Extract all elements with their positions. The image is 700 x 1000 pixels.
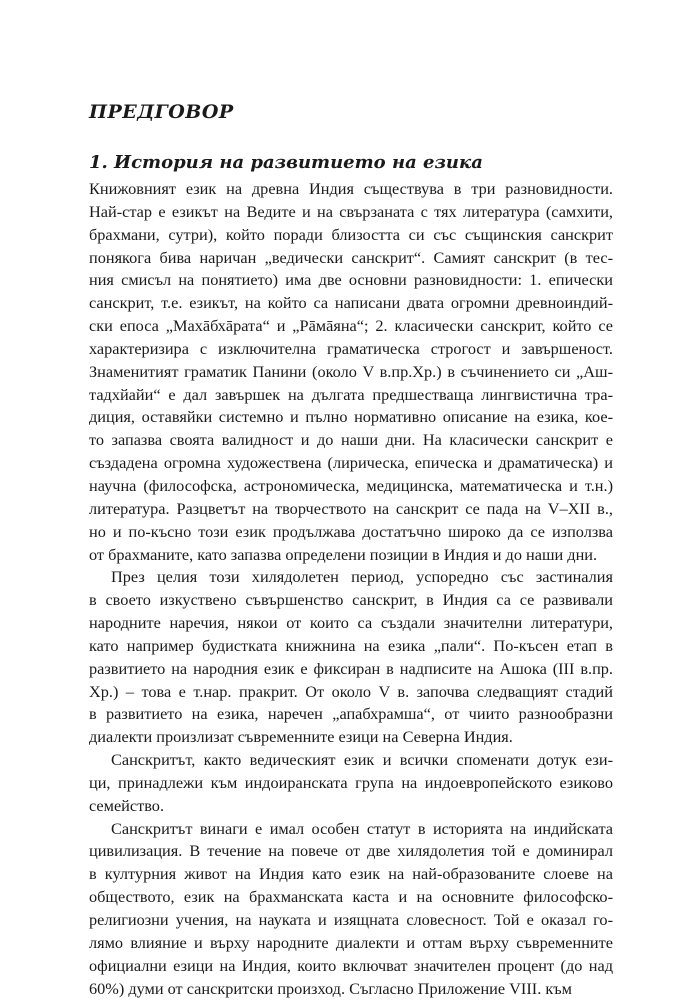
text-line: Знаменитият граматик Панини (около V в.пр.Хр.) в съчинението си „Аш- bbox=[89, 361, 613, 381]
text-line: народните наречия, някои от които са създали значителни литератури, bbox=[89, 613, 613, 633]
text-line: развитието на народния език е фиксиран в надписите на Ашока (III в.пр. bbox=[89, 658, 613, 678]
text-line: семейство. bbox=[89, 795, 165, 815]
text-line: цивилизация. В течение на повече от две хилядолетия той е доминирал bbox=[89, 841, 613, 861]
text-line: то запазва своята валидност и до наши дни. На класически санскрит е bbox=[89, 430, 613, 450]
text-line: научна (философска, астрономическа, медицинска, математическа и т.н.) bbox=[89, 475, 613, 495]
text-line: от брахманите, като запазва определени позиции в Индия и до наши дни. bbox=[89, 544, 598, 564]
text-line: Хр.) – това е т.нар. пракрит. От около V в. започва следващият стадий bbox=[89, 681, 613, 701]
text-line: През целия този хилядолетен период, успоредно със застиналия bbox=[111, 567, 613, 587]
text-line: лямо влияние и върху народните диалекти и оттам върху съвременните bbox=[89, 932, 613, 952]
text-line: в културния живот на Индия като език на най-образованите слоеве на bbox=[89, 864, 613, 884]
paragraph bbox=[89, 566, 613, 749]
text-line: Най-стар е езикът на Ведите и на свързаната с тях литература (самхити, bbox=[89, 201, 613, 221]
paragraph bbox=[89, 178, 613, 566]
text-line: характеризира с изключителна граматическа строгост и завършеност. bbox=[89, 338, 613, 358]
preface-heading: ПРЕДГОВОР bbox=[89, 101, 234, 123]
text-line: брахмани, сутри), който поради близостта си със същинския санскрит bbox=[89, 224, 613, 244]
section-title: 1. История на развитието на езика bbox=[89, 152, 483, 173]
text-line: тадхйайи“ е дал завършек на дългата предшестваща лингвистична тра- bbox=[89, 384, 613, 404]
text-line: но и по-късно този език продължава достатъчно широко да се използва bbox=[89, 521, 613, 541]
text-line: диция, оставяйки системно и пълно нормативно описание на езика, кое- bbox=[89, 407, 613, 427]
text-line: ци, принадлежи към индоиранската група на индоевропейското езиково bbox=[89, 772, 613, 792]
text-line: официални езици на Индия, които включват значителен процент (до над bbox=[89, 955, 613, 975]
text-line: в развитието на езика, наречен „апабхрамша“, от чиито разнообразни bbox=[89, 704, 613, 724]
text-line: Санскритът, както ведическият език и всички споменати дотук ези- bbox=[111, 750, 613, 770]
text-line: 60%) думи от санскритски произход. Съгласно Приложение VIII. към bbox=[89, 978, 572, 998]
text-line: санскрит, т.е. езикът, на който са написани двата огромни древноиндий- bbox=[89, 293, 613, 313]
text-line: Санскритът винаги е имал особен статут в историята на индийската bbox=[111, 818, 613, 838]
text-line: като например будистката книжнина на езика „пали“. По-късен етап в bbox=[89, 635, 613, 655]
text-line: обществото, език на брахманската каста и на основните философско- bbox=[89, 887, 613, 907]
text-line: ния смисъл на понятието) има две основни разновидности: 1. епически bbox=[89, 270, 613, 290]
text-line: религиозни учения, на науката и изящната словесност. Той е оказал го- bbox=[89, 910, 613, 929]
text-line: ски епоса „Махāбхāрата“ и „Рāмāяна“; 2. класически санскрит, който се bbox=[89, 316, 613, 336]
text-line: литература. Разцветът на творчеството на санскрит се пада на V–XII в., bbox=[89, 498, 613, 518]
paragraph bbox=[89, 818, 613, 1000]
text-line: създадена огромна художествена (лирическа, епическа и драматическа) и bbox=[89, 453, 613, 473]
body-text bbox=[89, 178, 613, 1000]
text-line: понякога бива наричан „ведически санскрит“. Самият санскрит (в тес- bbox=[89, 247, 613, 267]
paragraph bbox=[89, 749, 613, 818]
text-line: диалекти произлизат съвременните езици на Северна Индия. bbox=[89, 727, 513, 747]
text-line: Книжовният език на древна Индия съществува в три разновидности. bbox=[89, 179, 613, 198]
text-line: в своето изкуствено съвършенство санскрит, в Индия са се развивали bbox=[89, 590, 613, 610]
